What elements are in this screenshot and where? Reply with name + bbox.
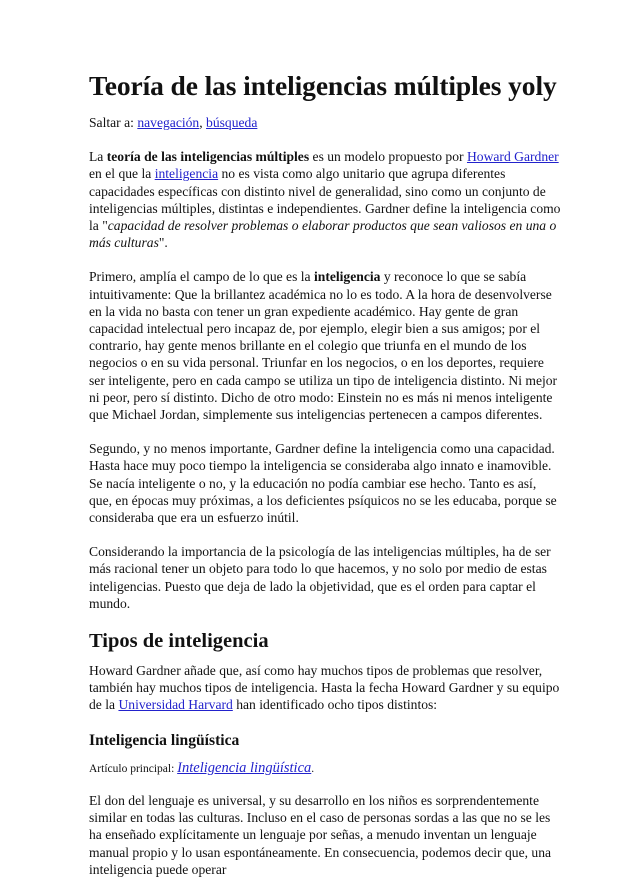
paragraph-segundo: Segundo, y no menos importante, Gardner define la inteligencia como una capacidad. Hasta hace muy poco tiempo la inteligencia se consideraba algo innato e inamovible. Se nacía inteligente o no, y la educación no podía cambiar ese hecho. Tanto es así, que, en épocas muy próximas, a los deficientes psíquicos no se les educaba, porque se consideraba que era un esfuerzo inútil.: [89, 441, 557, 526]
section-heading-tipos: Tipos de inteligencia: [89, 630, 269, 653]
howard-gardner-link[interactable]: Howard Gardner: [466, 149, 559, 165]
document-page: [89, 70, 561, 895]
paragraph-lenguaje: El don del lenguaje es universal, y su desarrollo en los niños es sorprendentemente similar en todas las culturas. Incluso en el caso de personas sordas a las que no se les ha enseñado explícitamente un lenguaje por señas, a menudo inventan un lenguaje manual propio y lo usan espontáneamente. En consecuencia, podemos decir que, una inteligencia puede operar: [89, 792, 552, 877]
paragraph-considerando: Considerando la importancia de la psicología de las inteligencias múltiples, ha de ser más racional tener un objeto para todo lo que hacemos, y no solo por medio de estas inteligencias. Puesto que deja de lado la objetividad, que es el orden para captar el mundo.: [89, 544, 551, 611]
search-link[interactable]: búsqueda: [206, 115, 258, 130]
inteligencia-link[interactable]: inteligencia: [154, 166, 219, 182]
subsection-heading-linguistica: Inteligencia lingüística: [89, 731, 240, 749]
navigation-link[interactable]: navegación: [137, 115, 200, 130]
intro-paragraph: La teoría de las inteligencias múltiples es un modelo propuesto por Howard Gardner en el que la inteligencia no es vista como algo unitario que agrupa diferentes capacidades específicas con distinto nivel de generalidad, sino como un conjunto de inteligencias múltiples, distintas e independientes. Gardner define la inteligencia como la "capacidad de resolver problemas o elaborar productos que sean valiosos en una o más culturas".: [89, 149, 561, 251]
skip-links: Saltar a: navegación, búsqueda: [89, 115, 258, 130]
harvard-link[interactable]: Universidad Harvard: [118, 697, 233, 713]
main-article-link[interactable]: Inteligencia lingüística: [177, 759, 312, 776]
page-title: Teoría de las inteligencias múltiples yoly: [89, 70, 557, 101]
paragraph-tipos: Howard Gardner añade que, así como hay muchos tipos de problemas que resolver, también hay muchos tipos de inteligencia. Hasta la fecha Howard Gardner y su equipo de la Universidad Harvard han identificado ocho tipos distintos:: [89, 663, 560, 713]
paragraph-primero: Primero, amplía el campo de lo que es la inteligencia y reconoce lo que se sabía intuitivamente: Que la brillantez académica no lo es todo. A la hora de desenvolverse en la vida no basta con tener un gran expediente académico. Hay gente de gran capacidad intelectual pero incapaz de, por ejemplo, elegir bien a sus amigos; por el contrario, hay gente menos brillante en el colegio que triunfa en el mundo de los negocios o en su vida personal. Triunfar en los negocios, o en los deportes, requiere ser inteligente, pero en cada campo se utiliza un tipo de inteligencia distinto. Ni mejor ni peor, pero sí distinto. Dicho de otro modo: Einstein no es más ni menos inteligente que Michael Jordan, simplemente sus inteligencias pertenecen a campos diferentes.: [89, 269, 558, 423]
main-article-note: Artículo principal: Inteligencia lingüística.: [89, 759, 315, 776]
